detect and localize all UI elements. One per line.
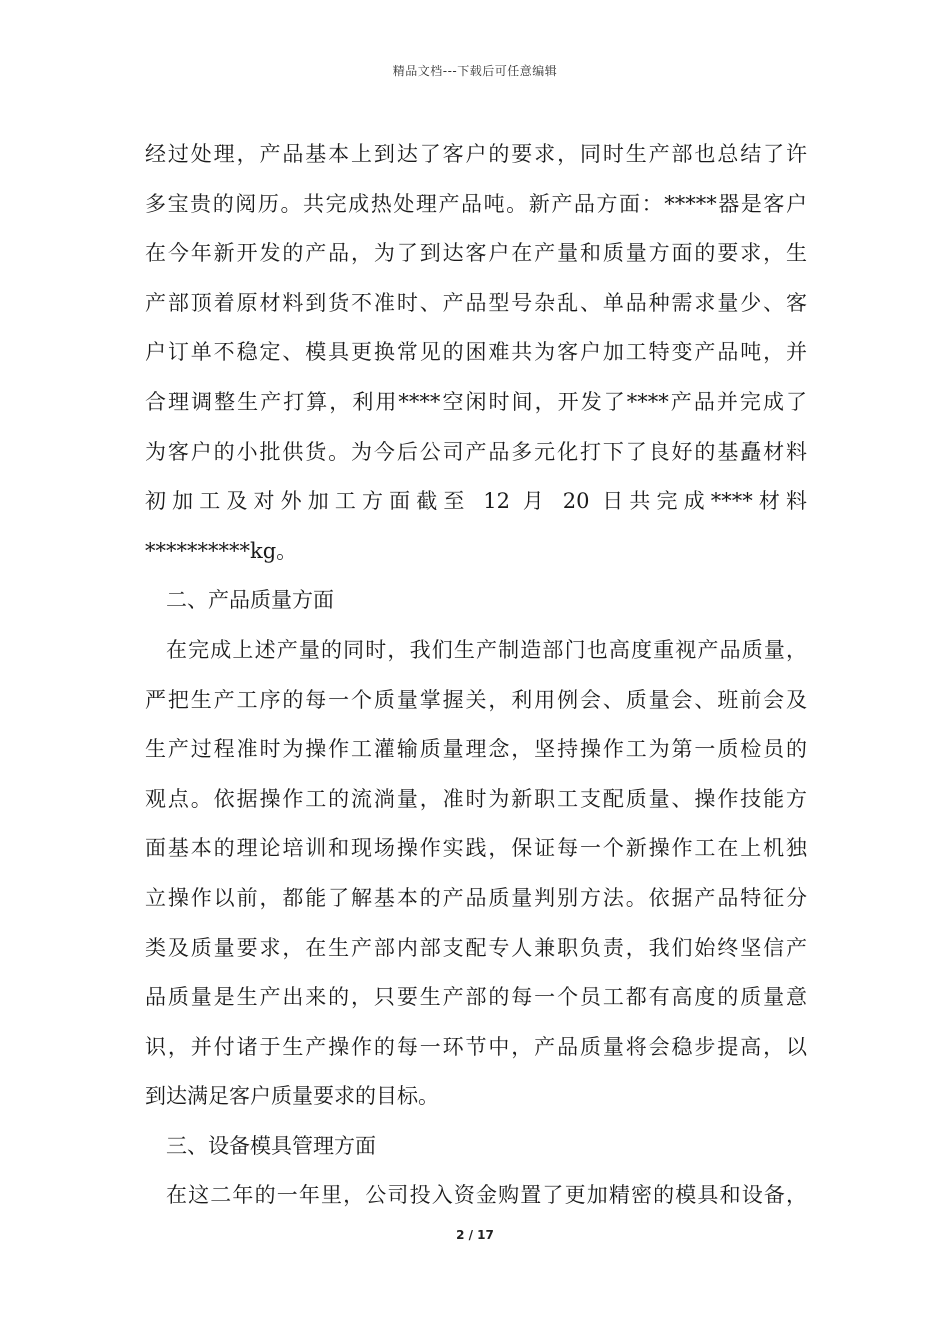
text-line: 立操作以前，都能了解基本的产品质量判别方法。依据产品特征分 bbox=[145, 885, 807, 910]
text-line: 为客户的小批供货。为今后公司产品多元化打下了良好的基矗材料 bbox=[145, 439, 807, 464]
section-heading: 二、产品质量方面 bbox=[166, 588, 334, 613]
text-line: 观点。依据操作工的流淌量，准时为新职工支配质量、操作技能方 bbox=[145, 786, 807, 811]
paragraph-first-line: 在这二年的一年里，公司投入资金购置了更加精密的模具和设备， bbox=[166, 1183, 807, 1208]
text-line: 品质量是生产出来的，只要生产部的每一个员工都有高度的质量意 bbox=[145, 985, 807, 1010]
text-line: 识，并付诸于生产操作的每一环节中，产品质量将会稳步提高，以 bbox=[145, 1034, 807, 1059]
page-number: 2 / 17 bbox=[456, 1228, 494, 1242]
text-line: 面基本的理论培训和现场操作实践，保证每一个新操作工在上机独 bbox=[145, 836, 807, 861]
text-line: 在今年新开发的产品，为了到达客户在产量和质量方面的要求，生 bbox=[145, 241, 807, 266]
section-heading: 三、设备模具管理方面 bbox=[166, 1133, 376, 1158]
text-line: 生产过程准时为操作工灌输质量理念，坚持操作工为第一质检员的 bbox=[145, 737, 807, 762]
text-line: 多宝贵的阅历。共完成热处理产品吨。新产品方面：*****器是客户 bbox=[145, 191, 807, 216]
text-line: 初加工及对外加工方面截至 12 月 20 日共完成****材料 bbox=[145, 489, 807, 514]
text-line: 类及质量要求，在生产部内部支配专人兼职负责，我们始终坚信产 bbox=[145, 935, 807, 960]
text-line: 户订单不稳定、模具更换常见的困难共为客户加工特变产品吨，并 bbox=[145, 340, 807, 365]
paragraph-first-line: 在完成上述产量的同时，我们生产制造部门也高度重视产品质量， bbox=[166, 637, 807, 662]
text-line: 产部顶着原材料到货不准时、产品型号杂乱、单品种需求量少、客 bbox=[145, 290, 807, 315]
text-line: 合理调整生产打算，利用****空闲时间，开发了****产品并完成了 bbox=[145, 389, 807, 414]
text-line: 经过处理，产品基本上到达了客户的要求，同时生产部也总结了许 bbox=[145, 142, 807, 166]
body-text bbox=[145, 130, 807, 1221]
text-line: 严把生产工序的每一个质量掌握关，利用例会、质量会、班前会及 bbox=[145, 687, 807, 712]
text-line: 到达满足客户质量要求的目标。 bbox=[145, 1084, 439, 1109]
text-line: **********kg。 bbox=[145, 538, 298, 563]
page-header: 精品文档---下载后可任意编辑 bbox=[392, 64, 558, 78]
